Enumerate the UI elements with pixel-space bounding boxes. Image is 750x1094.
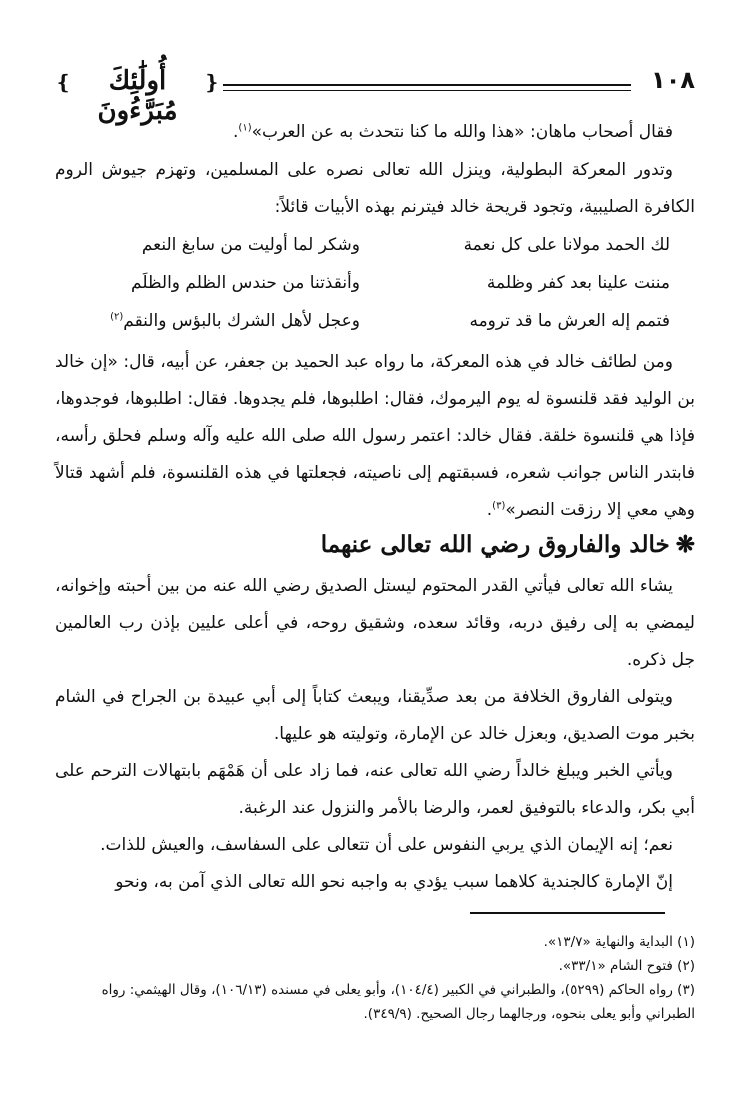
ornament-right-icon: ❵ bbox=[203, 70, 220, 94]
footnote-3: (٣) رواه الحاكم (٥٢٩٩)، والطبراني في الكبير (١٠٤/٤)، وأبو يعلى في مسنده (١٠٦/١٣)، وقال الهيثمي: رواه الطبراني وأبو يعلى بنحوه، ورجالهما رجال الصحيح. (٣٤٩/٩). bbox=[101, 982, 695, 1022]
verse-first-hemistich: لك الحمد مولانا على كل نعمة bbox=[463, 235, 670, 255]
poem bbox=[90, 226, 670, 340]
footnote-ref-3[interactable]: (٣) bbox=[492, 500, 506, 512]
header-rule-thin bbox=[223, 90, 631, 91]
footnotes bbox=[55, 930, 695, 1026]
paragraph-4-text: يشاء الله تعالى فيأتي القدر المحتوم ليستل الصديق رضي الله عنه من بين أحبته وإخوانه، ليمضي به إلى رفيق دربه، وقائد سعده، وشقيق روحه، في أعلى عليين بإذن رب العالمين جل ذكره. bbox=[55, 576, 695, 670]
section-heading bbox=[55, 531, 695, 558]
footnote-1: (١) البداية والنهاية «١٣/٧». bbox=[543, 934, 695, 950]
paragraph-3 bbox=[55, 344, 695, 529]
poem-verse bbox=[90, 264, 670, 302]
paragraph-2 bbox=[55, 152, 695, 226]
paragraph-6 bbox=[55, 753, 695, 827]
verse-second-hemistich bbox=[90, 311, 400, 331]
poem-verse bbox=[90, 302, 670, 340]
paragraph-8-text: إنّ الإمارة كالجندية كلاهما سبب يؤدي به واجبه نحو الله تعالى الذي آمن به، ونحو bbox=[115, 872, 673, 892]
section-heading-text: خالد والفاروق رضي الله تعالى عنهما bbox=[320, 531, 670, 558]
paragraph-4 bbox=[55, 568, 695, 679]
footnote-ref-1[interactable]: (١) bbox=[238, 122, 252, 134]
footnote-separator bbox=[470, 912, 665, 914]
ornament-left-icon: ❴ bbox=[55, 70, 72, 94]
paragraph-8 bbox=[55, 864, 695, 901]
page-header bbox=[55, 62, 695, 126]
paragraph-1-end: . bbox=[233, 122, 239, 142]
paragraph-5-text: ويتولى الفاروق الخلافة من بعد صدِّيقنا، ويبعث كتاباً إلى أبي عبيدة بن الجراح في الشام بخبر موت الصديق، وبعزل خالد عن الإمارة، وتوليته هو عليها. bbox=[55, 687, 695, 744]
paragraph-6-text: ويأتي الخبر ويبلغ خالداً رضي الله تعالى عنه، فما زاد على أن هَمْهَم بابتهالات الترحم على أبي بكر، والدعاء بالتوفيق لعمر، والرضا بالأمر والنزول عند الرغبة. bbox=[55, 761, 695, 818]
paragraph-5 bbox=[55, 679, 695, 753]
paragraph-1 bbox=[55, 114, 695, 151]
verse-first-hemistich: فتمم إله العرش ما قد ترومه bbox=[469, 311, 670, 331]
paragraph-3-end: . bbox=[486, 500, 493, 520]
page-number: ١٠٨ bbox=[651, 66, 695, 94]
poem-verse bbox=[90, 226, 670, 264]
footnote-ref-2[interactable]: (٢) bbox=[110, 311, 124, 323]
star-bullet-icon: ❋ bbox=[675, 531, 695, 558]
verse-second-hemistich-text: وعجل لأهل الشرك بالبؤس والنقم bbox=[123, 311, 360, 331]
paragraph-3-text: ومن لطائف خالد في هذه المعركة، ما رواه عبد الحميد بن جعفر، عن أبيه، قال: «إن خالد بن الوليد فقد قلنسوة له يوم اليرموك، فقال: اطلبوها، فلم يجدوها. فقال: اطلبوها، فوجدوها، فإذا هي قلنسوة خلقة. فقال خالد: اعتمر رسول الله صلى الله عليه وآله وسلم فحلق رأسه، فابتدر الناس جوانب شعره، فسبقتهم إلى ناصيته، فجعلتها في هذه القلنسوة، فلم أشهد قتالاً وهي معي إلا رزقت النصر» bbox=[55, 352, 695, 520]
paragraph-7 bbox=[55, 827, 695, 864]
running-title: أُولَٰئِكَ مُبَرَّءُونَ bbox=[97, 66, 178, 126]
header-rule bbox=[223, 84, 631, 86]
verse-first-hemistich: مننت علينا بعد كفر وظلمة bbox=[486, 273, 670, 293]
footnote-2: (٢) فتوح الشام «٣٣/١». bbox=[558, 958, 695, 974]
verse-second-hemistich: وأنقذتنا من حندس الظلم والظلَم bbox=[131, 273, 360, 293]
paragraph-1-text: فقال أصحاب ماهان: «هذا والله ما كنا نتحدث به عن العرب» bbox=[251, 122, 673, 142]
paragraph-7-text: نعم؛ إنه الإيمان الذي يربي النفوس على أن تتعالى على السفاسف، والعيش للذات. bbox=[100, 835, 673, 855]
verse-second-hemistich: وشكر لما أوليت من سابغ النعم bbox=[141, 235, 360, 255]
paragraph-2-text: وتدور المعركة البطولية، وينزل الله تعالى نصره على المسلمين، وتهزم جيوش الروم الكافرة الصليبية، وتجود قريحة خالد فيترنم بهذه الأبيات قائلاً: bbox=[55, 160, 695, 217]
running-title-cartouche bbox=[55, 62, 220, 126]
